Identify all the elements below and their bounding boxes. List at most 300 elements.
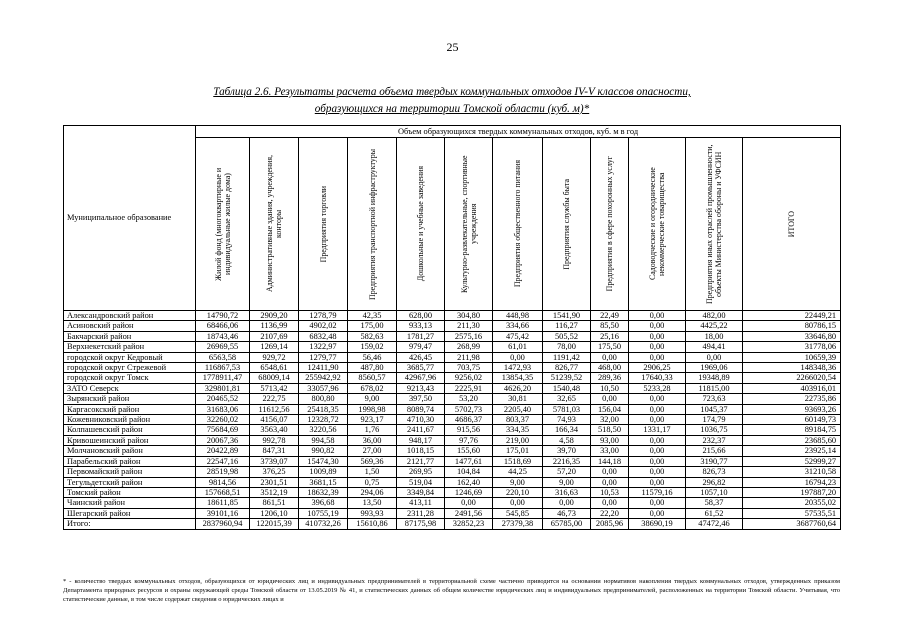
footnote: * - количество твердых коммунальных отходов, образующихся от юридических лиц и индивидуальных предпринимателей в территориальной схеме частично приводится на основании нормативов накопления твердых коммунальных отходов, утвержденных приказом Департамента природных ресурсов и охраны окружающей среды Томской области от 13.05.2019 № 41, и статистических данных об общем количестве юридических лиц и индивидуальных предпринимателей, расположенных на территории Томской области. Учитывая, что статистические данные, в том числе содержат сведения о юридических лицах и [63, 578, 840, 603]
value-cell: 9,00 [493, 477, 543, 487]
value-cell: 4902,02 [299, 321, 348, 331]
total-cell: 2266020,54 [743, 373, 841, 383]
value-cell: 0,00 [493, 498, 543, 508]
value-cell: 11579,16 [629, 487, 686, 497]
table-row [64, 383, 841, 393]
value-cell: 19348,89 [686, 373, 743, 383]
value-cell: 1246,69 [445, 487, 493, 497]
municipality-name: Тегульдетский район [64, 477, 196, 487]
table-row [64, 342, 841, 352]
value-cell: 1,50 [348, 467, 397, 477]
value-cell: 6832,48 [299, 331, 348, 341]
total-cell: 23925,14 [743, 446, 841, 456]
total-cell: 23685,60 [743, 435, 841, 445]
value-cell: 14790,72 [196, 311, 250, 321]
table-row [64, 373, 841, 383]
value-cell: 18743,46 [196, 331, 250, 341]
value-cell: 175,01 [493, 446, 543, 456]
value-cell: 74,93 [543, 415, 591, 425]
municipality-name: Первомайский район [64, 467, 196, 477]
value-cell: 4710,30 [397, 415, 445, 425]
value-cell: 1136,99 [250, 321, 299, 331]
value-cell: 0,75 [348, 477, 397, 487]
value-cell: 15610,86 [348, 519, 397, 529]
value-cell: 20422,89 [196, 446, 250, 456]
table-row [64, 456, 841, 466]
value-cell: 5233,28 [629, 383, 686, 393]
municipality-name: Кривошеинский район [64, 435, 196, 445]
municipality-name: Молчановский район [64, 446, 196, 456]
value-cell: 1969,06 [686, 363, 743, 373]
value-cell: 4626,20 [493, 383, 543, 393]
value-cell: 12328,72 [299, 415, 348, 425]
municipality-name: Томский район [64, 487, 196, 497]
value-cell: 678,02 [348, 383, 397, 393]
value-cell: 159,02 [348, 342, 397, 352]
value-cell: 122015,39 [250, 519, 299, 529]
value-cell: 116867,53 [196, 363, 250, 373]
value-cell: 22,20 [591, 508, 629, 518]
value-cell: 861,51 [250, 498, 299, 508]
value-cell: 104,84 [445, 467, 493, 477]
value-cell: 376,25 [250, 467, 299, 477]
value-cell: 0,00 [543, 498, 591, 508]
value-cell: 18611,85 [196, 498, 250, 508]
value-cell: 482,00 [686, 311, 743, 321]
value-cell: 915,56 [445, 425, 493, 435]
value-cell: 5713,42 [250, 383, 299, 393]
value-cell: 0,00 [591, 477, 629, 487]
value-cell: 6548,61 [250, 363, 299, 373]
value-cell: 11612,56 [250, 404, 299, 414]
value-cell: 68009,14 [250, 373, 299, 383]
value-cell: 25418,35 [299, 404, 348, 414]
column-header [629, 138, 686, 311]
value-cell: 0,00 [629, 404, 686, 414]
column-header [686, 138, 743, 311]
value-cell: 44,25 [493, 467, 543, 477]
value-cell: 78,00 [543, 342, 591, 352]
table-row [64, 467, 841, 477]
value-cell: 1045,37 [686, 404, 743, 414]
value-cell: 215,66 [686, 446, 743, 456]
municipality-name: ЗАТО Северск [64, 383, 196, 393]
value-cell: 923,17 [348, 415, 397, 425]
value-cell: 329801,81 [196, 383, 250, 393]
value-cell: 0,00 [629, 467, 686, 477]
value-cell: 505,52 [543, 331, 591, 341]
value-cell: 304,80 [445, 311, 493, 321]
value-cell: 68466,06 [196, 321, 250, 331]
value-cell: 1057,10 [686, 487, 743, 497]
value-cell: 30,81 [493, 394, 543, 404]
value-cell: 0,00 [591, 498, 629, 508]
column-header [445, 138, 493, 311]
value-cell: 18,00 [686, 331, 743, 341]
column-header [348, 138, 397, 311]
value-cell: 22,49 [591, 311, 629, 321]
value-cell: 1191,42 [543, 352, 591, 362]
value-cell: 979,47 [397, 342, 445, 352]
value-cell: 2107,69 [250, 331, 299, 341]
value-cell: 1781,27 [397, 331, 445, 341]
table-row [64, 331, 841, 341]
value-cell: 2225,91 [445, 383, 493, 393]
value-cell: 1778911,47 [196, 373, 250, 383]
value-cell: 1206,10 [250, 508, 299, 518]
value-cell: 211,98 [445, 352, 493, 362]
value-cell: 9213,43 [397, 383, 445, 393]
table-row [64, 311, 841, 321]
value-cell: 334,35 [493, 425, 543, 435]
value-cell: 3512,19 [250, 487, 299, 497]
value-cell: 61,01 [493, 342, 543, 352]
value-cell: 929,72 [250, 352, 299, 362]
column-header-label: Жилой фонд (многоквартирные и индивидуальные жилые дома) [213, 167, 232, 281]
value-cell: 27,00 [348, 446, 397, 456]
value-cell: 4,58 [543, 435, 591, 445]
value-cell: 316,63 [543, 487, 591, 497]
value-cell: 65785,00 [543, 519, 591, 529]
value-cell: 0,00 [629, 321, 686, 331]
column-header-label: Административные здания, учреждения, конторы [265, 155, 283, 293]
value-cell: 933,13 [397, 321, 445, 331]
value-cell: 296,82 [686, 477, 743, 487]
value-cell: 9814,56 [196, 477, 250, 487]
value-cell: 1477,61 [445, 456, 493, 466]
municipality-name: Чаинский район [64, 498, 196, 508]
value-cell: 222,75 [250, 394, 299, 404]
value-cell: 0,00 [591, 352, 629, 362]
value-cell: 0,00 [629, 415, 686, 425]
value-cell: 487,80 [348, 363, 397, 373]
value-cell: 155,60 [445, 446, 493, 456]
value-cell: 61,52 [686, 508, 743, 518]
municipality-name: городской округ Кедровый [64, 352, 196, 362]
value-cell: 1,76 [348, 425, 397, 435]
municipality-name: Колпашевский район [64, 425, 196, 435]
value-cell: 803,37 [493, 415, 543, 425]
table-row [64, 487, 841, 497]
value-cell: 39,70 [543, 446, 591, 456]
municipality-name: Каргасокский район [64, 404, 196, 414]
value-cell: 162,40 [445, 477, 493, 487]
value-cell: 289,36 [591, 373, 629, 383]
value-cell: 2909,20 [250, 311, 299, 321]
value-cell: 0,00 [629, 446, 686, 456]
value-cell: 0,00 [629, 331, 686, 341]
value-cell: 11815,00 [686, 383, 743, 393]
column-header-label: Предприятия транспортной инфраструктуры [367, 148, 377, 300]
value-cell: 518,50 [591, 425, 629, 435]
value-cell: 4156,07 [250, 415, 299, 425]
value-cell: 2837960,94 [196, 519, 250, 529]
value-cell: 3190,77 [686, 456, 743, 466]
value-cell: 1540,48 [543, 383, 591, 393]
value-cell: 219,00 [493, 435, 543, 445]
column-header [250, 138, 299, 311]
value-cell: 494,41 [686, 342, 743, 352]
group-header: Объем образующихся твердых коммунальных отходов, куб. м в год [196, 126, 841, 138]
value-cell: 800,80 [299, 394, 348, 404]
value-cell: 1331,17 [629, 425, 686, 435]
column-header-label: Предприятия службы быта [562, 178, 571, 270]
municipality-name: городской округ Стрежевой [64, 363, 196, 373]
value-cell: 723,63 [686, 394, 743, 404]
value-cell: 8089,74 [397, 404, 445, 414]
municipality-name: Кожевниковский район [64, 415, 196, 425]
column-header [196, 138, 250, 311]
value-cell: 582,63 [348, 331, 397, 341]
value-cell: 5781,03 [543, 404, 591, 414]
municipality-name: Верхнекетский район [64, 342, 196, 352]
value-cell: 2411,67 [397, 425, 445, 435]
value-cell: 826,77 [543, 363, 591, 373]
value-cell: 75684,69 [196, 425, 250, 435]
total-cell: 197887,20 [743, 487, 841, 497]
value-cell: 31683,06 [196, 404, 250, 414]
total-cell: 93693,26 [743, 404, 841, 414]
value-cell: 85,50 [591, 321, 629, 331]
value-cell: 32,00 [591, 415, 629, 425]
value-cell: 174,79 [686, 415, 743, 425]
value-cell: 1472,93 [493, 363, 543, 373]
value-cell: 0,00 [629, 508, 686, 518]
value-cell: 4686,37 [445, 415, 493, 425]
value-cell: 87175,98 [397, 519, 445, 529]
table-row [64, 404, 841, 414]
value-cell: 220,10 [493, 487, 543, 497]
waste-volume-table [63, 125, 841, 530]
value-cell: 0,00 [629, 456, 686, 466]
value-cell: 13854,35 [493, 373, 543, 383]
value-cell: 396,68 [299, 498, 348, 508]
value-cell: 27379,38 [493, 519, 543, 529]
total-cell: 148348,36 [743, 363, 841, 373]
column-header-label: Культурно-развлекательные, спортивные учреждения [459, 155, 478, 293]
value-cell: 211,30 [445, 321, 493, 331]
table-row [64, 352, 841, 362]
value-cell: 22547,16 [196, 456, 250, 466]
value-cell: 25,16 [591, 331, 629, 341]
value-cell: 426,45 [397, 352, 445, 362]
value-cell: 1279,77 [299, 352, 348, 362]
table-row [64, 446, 841, 456]
value-cell: 0,00 [629, 342, 686, 352]
page-number: 25 [446, 40, 459, 54]
value-cell: 15474,30 [299, 456, 348, 466]
total-cell: 57535,51 [743, 508, 841, 518]
value-cell: 1278,79 [299, 311, 348, 321]
value-cell: 1036,75 [686, 425, 743, 435]
total-cell: 403916,01 [743, 383, 841, 393]
value-cell: 8560,57 [348, 373, 397, 383]
value-cell: 33057,96 [299, 383, 348, 393]
value-cell: 10755,19 [299, 508, 348, 518]
value-cell: 53,20 [445, 394, 493, 404]
column-header-label: Предприятия общественного питания [513, 160, 522, 288]
value-cell: 28519,98 [196, 467, 250, 477]
value-cell: 2085,96 [591, 519, 629, 529]
value-cell: 32260,02 [196, 415, 250, 425]
value-cell: 2311,28 [397, 508, 445, 518]
value-cell: 413,11 [397, 498, 445, 508]
municipality-name: Шегарский район [64, 508, 196, 518]
total-cell: 52999,27 [743, 456, 841, 466]
value-cell: 294,06 [348, 487, 397, 497]
value-cell: 255942,92 [299, 373, 348, 383]
value-cell: 13,50 [348, 498, 397, 508]
value-cell: 1009,89 [299, 467, 348, 477]
value-cell: 17640,33 [629, 373, 686, 383]
column-header [743, 138, 841, 311]
value-cell: 144,18 [591, 456, 629, 466]
table-row [64, 425, 841, 435]
column-header-label: ИТОГО [787, 210, 797, 238]
value-cell: 9,00 [543, 477, 591, 487]
value-cell: 42,35 [348, 311, 397, 321]
total-cell: 16794,23 [743, 477, 841, 487]
value-cell: 468,00 [591, 363, 629, 373]
table-row [64, 435, 841, 445]
value-cell: 2121,77 [397, 456, 445, 466]
value-cell: 269,95 [397, 467, 445, 477]
value-cell: 2906,25 [629, 363, 686, 373]
value-cell: 519,04 [397, 477, 445, 487]
table-row [64, 508, 841, 518]
value-cell: 1541,90 [543, 311, 591, 321]
column-header [397, 138, 445, 311]
value-cell: 334,66 [493, 321, 543, 331]
table-row [64, 415, 841, 425]
value-cell: 3681,15 [299, 477, 348, 487]
value-cell: 9,00 [348, 394, 397, 404]
value-cell: 32852,23 [445, 519, 493, 529]
value-cell: 166,34 [543, 425, 591, 435]
column-header [543, 138, 591, 311]
value-cell: 0,00 [629, 498, 686, 508]
value-cell: 268,99 [445, 342, 493, 352]
total-cell: 3687760,64 [743, 519, 841, 529]
value-cell: 6563,58 [196, 352, 250, 362]
value-cell: 2216,35 [543, 456, 591, 466]
value-cell: 1018,15 [397, 446, 445, 456]
value-cell: 2205,40 [493, 404, 543, 414]
value-cell: 5702,73 [445, 404, 493, 414]
column-header-label: Дошкольные и учебные заведения [416, 166, 425, 282]
value-cell: 20465,52 [196, 394, 250, 404]
table-row [64, 477, 841, 487]
column-header [299, 138, 348, 311]
value-cell: 0,00 [629, 311, 686, 321]
value-cell: 1269,14 [250, 342, 299, 352]
value-cell: 0,00 [629, 477, 686, 487]
municipality-name: Итого: [64, 519, 196, 529]
value-cell: 0,00 [629, 394, 686, 404]
value-cell: 116,27 [543, 321, 591, 331]
value-cell: 3739,07 [250, 456, 299, 466]
municipality-name: Бакчарский район [64, 331, 196, 341]
table-row [64, 498, 841, 508]
value-cell: 0,00 [629, 435, 686, 445]
value-cell: 628,00 [397, 311, 445, 321]
value-cell: 47472,46 [686, 519, 743, 529]
value-cell: 3563,40 [250, 425, 299, 435]
value-cell: 2491,56 [445, 508, 493, 518]
total-cell: 31210,58 [743, 467, 841, 477]
table-caption-line-1: Таблица 2.6. Результаты расчета объема твердых коммунальных отходов IV-V классов опасности, [213, 86, 691, 98]
value-cell: 4425,22 [686, 321, 743, 331]
total-cell: 89184,75 [743, 425, 841, 435]
value-cell: 0,00 [591, 467, 629, 477]
municipality-name: Зырянский район [64, 394, 196, 404]
value-cell: 26969,55 [196, 342, 250, 352]
value-cell: 826,73 [686, 467, 743, 477]
total-cell: 22449,21 [743, 311, 841, 321]
value-cell: 1322,97 [299, 342, 348, 352]
value-cell: 157668,51 [196, 487, 250, 497]
value-cell: 703,75 [445, 363, 493, 373]
value-cell: 46,73 [543, 508, 591, 518]
column-header-label: Предприятия в сфере похоронных услуг [605, 156, 614, 292]
value-cell: 38690,19 [629, 519, 686, 529]
total-cell: 80786,15 [743, 321, 841, 331]
total-cell: 60149,73 [743, 415, 841, 425]
column-header-label: Предприятия иных отраслей промышленности, объекты Министерства обороны и УФСИН [705, 144, 723, 304]
value-cell: 993,93 [348, 508, 397, 518]
table-row [64, 519, 841, 529]
value-cell: 1518,69 [493, 456, 543, 466]
value-cell: 397,50 [397, 394, 445, 404]
total-cell: 20355,02 [743, 498, 841, 508]
value-cell: 448,98 [493, 311, 543, 321]
municipality-name: Асиновский район [64, 321, 196, 331]
value-cell: 2301,51 [250, 477, 299, 487]
value-cell: 0,00 [629, 352, 686, 362]
value-cell: 3349,84 [397, 487, 445, 497]
municipality-header: Муниципальное образование [64, 126, 196, 311]
column-header [493, 138, 543, 311]
value-cell: 2575,16 [445, 331, 493, 341]
value-cell: 545,85 [493, 508, 543, 518]
value-cell: 156,04 [591, 404, 629, 414]
municipality-name: Парабельский район [64, 456, 196, 466]
value-cell: 93,00 [591, 435, 629, 445]
value-cell: 569,36 [348, 456, 397, 466]
value-cell: 475,42 [493, 331, 543, 341]
value-cell: 3685,77 [397, 363, 445, 373]
value-cell: 9256,02 [445, 373, 493, 383]
value-cell: 20067,36 [196, 435, 250, 445]
table-row [64, 363, 841, 373]
value-cell: 33,00 [591, 446, 629, 456]
value-cell: 32,65 [543, 394, 591, 404]
table-caption-line-2: образующихся на территории Томской области (куб. м)* [314, 103, 590, 115]
value-cell: 1998,98 [348, 404, 397, 414]
column-header-label: Предприятия торговли [318, 185, 328, 263]
value-cell: 10,53 [591, 487, 629, 497]
value-cell: 0,00 [445, 498, 493, 508]
value-cell: 18632,39 [299, 487, 348, 497]
value-cell: 58,37 [686, 498, 743, 508]
value-cell: 0,00 [686, 352, 743, 362]
value-cell: 175,00 [348, 321, 397, 331]
value-cell: 10,50 [591, 383, 629, 393]
table-row [64, 321, 841, 331]
value-cell: 51239,52 [543, 373, 591, 383]
value-cell: 57,20 [543, 467, 591, 477]
municipality-name: Александровский район [64, 311, 196, 321]
